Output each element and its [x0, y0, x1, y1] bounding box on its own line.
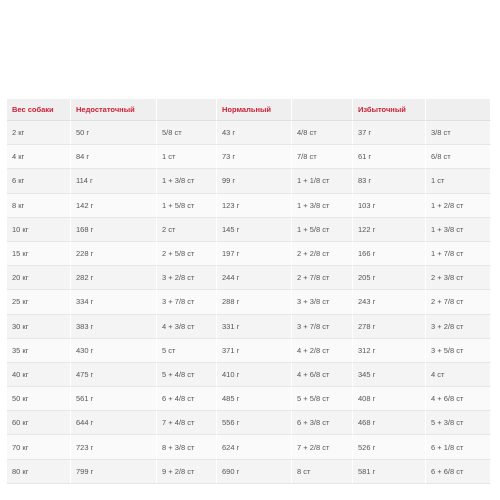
table-cell: 3 + 7/8 ст — [292, 315, 353, 339]
table-cell: 561 г — [71, 387, 157, 411]
table-cell: 2 + 3/8 ст — [426, 266, 491, 290]
table-cell: 1 ст — [426, 169, 491, 193]
column-header — [157, 99, 217, 121]
table-cell: 25 кг — [7, 290, 71, 314]
table-cell: 3 + 7/8 ст — [157, 290, 217, 314]
table-cell: 83 г — [353, 169, 426, 193]
table-cell: 9 + 2/8 ст — [157, 460, 217, 484]
table-cell: 166 г — [353, 242, 426, 266]
column-header: Недостаточный — [71, 99, 157, 121]
table-cell: 8 кг — [7, 194, 71, 218]
table-row — [7, 363, 491, 387]
table-row — [7, 460, 491, 484]
header-row — [7, 99, 491, 121]
table-cell: 122 г — [353, 218, 426, 242]
table-cell: 723 г — [71, 435, 157, 459]
table-cell: 2 кг — [7, 121, 71, 145]
table-cell: 799 г — [71, 460, 157, 484]
table-cell: 30 кг — [7, 315, 71, 339]
table-row — [7, 218, 491, 242]
table-cell: 142 г — [71, 194, 157, 218]
table-cell: 624 г — [217, 435, 292, 459]
table-cell: 1 + 5/8 ст — [292, 218, 353, 242]
table-header — [7, 99, 491, 121]
table-cell: 3/8 ст — [426, 121, 491, 145]
table-cell: 5/8 ст — [157, 121, 217, 145]
table-row — [7, 387, 491, 411]
table-cell: 243 г — [353, 290, 426, 314]
table-row — [7, 290, 491, 314]
table-cell: 7/8 ст — [292, 145, 353, 169]
table-cell: 4 + 3/8 ст — [157, 315, 217, 339]
table-cell: 1 + 3/8 ст — [426, 218, 491, 242]
table-cell: 371 г — [217, 339, 292, 363]
table-cell: 1 + 5/8 ст — [157, 194, 217, 218]
table-cell: 7 + 4/8 ст — [157, 411, 217, 435]
table-cell: 3 + 2/8 ст — [426, 315, 491, 339]
table-cell: 690 г — [217, 460, 292, 484]
table-cell: 1 + 1/8 ст — [292, 169, 353, 193]
table-cell: 430 г — [71, 339, 157, 363]
table-cell: 15 кг — [7, 242, 71, 266]
table-cell: 581 г — [353, 460, 426, 484]
column-header — [292, 99, 353, 121]
table-cell: 312 г — [353, 339, 426, 363]
table-cell: 6 кг — [7, 169, 71, 193]
table-cell: 244 г — [217, 266, 292, 290]
table-cell: 35 кг — [7, 339, 71, 363]
table-cell: 60 кг — [7, 411, 71, 435]
table-body — [7, 121, 491, 484]
table-row — [7, 411, 491, 435]
table-row — [7, 315, 491, 339]
table-cell: 4 ст — [426, 363, 491, 387]
table-cell: 2 + 2/8 ст — [292, 242, 353, 266]
table-cell: 2 + 5/8 ст — [157, 242, 217, 266]
table-cell: 6/8 ст — [426, 145, 491, 169]
table-row — [7, 169, 491, 193]
table-cell: 644 г — [71, 411, 157, 435]
table-row — [7, 435, 491, 459]
table-cell: 5 + 4/8 ст — [157, 363, 217, 387]
table-row — [7, 339, 491, 363]
table-cell: 6 + 3/8 ст — [292, 411, 353, 435]
table-cell: 228 г — [71, 242, 157, 266]
table-row — [7, 194, 491, 218]
table-cell: 8 ст — [292, 460, 353, 484]
table-cell: 526 г — [353, 435, 426, 459]
table-row — [7, 242, 491, 266]
table-cell: 3 + 2/8 ст — [157, 266, 217, 290]
table-cell: 4 + 2/8 ст — [292, 339, 353, 363]
table-cell: 84 г — [71, 145, 157, 169]
column-header: Вес собаки — [7, 99, 71, 121]
table-cell: 3 + 3/8 ст — [292, 290, 353, 314]
table-cell: 6 + 6/8 ст — [426, 460, 491, 484]
table-cell: 3 + 5/8 ст — [426, 339, 491, 363]
table-cell: 123 г — [217, 194, 292, 218]
table-cell: 20 кг — [7, 266, 71, 290]
table-cell: 114 г — [71, 169, 157, 193]
table-cell: 6 + 1/8 ст — [426, 435, 491, 459]
table-cell: 2 + 7/8 ст — [426, 290, 491, 314]
table-cell: 1 + 7/8 ст — [426, 242, 491, 266]
column-header: Избыточный — [353, 99, 426, 121]
table-cell: 205 г — [353, 266, 426, 290]
table-cell: 288 г — [217, 290, 292, 314]
table-cell: 2 + 7/8 ст — [292, 266, 353, 290]
table-cell: 4 + 6/8 ст — [292, 363, 353, 387]
table-cell: 410 г — [217, 363, 292, 387]
table-cell: 61 г — [353, 145, 426, 169]
table-cell: 70 кг — [7, 435, 71, 459]
table-cell: 278 г — [353, 315, 426, 339]
table-cell: 37 г — [353, 121, 426, 145]
table-cell: 73 г — [217, 145, 292, 169]
table-cell: 331 г — [217, 315, 292, 339]
table-cell: 50 кг — [7, 387, 71, 411]
table-cell: 103 г — [353, 194, 426, 218]
table-cell: 4 + 6/8 ст — [426, 387, 491, 411]
table-cell: 7 + 2/8 ст — [292, 435, 353, 459]
table-cell: 168 г — [71, 218, 157, 242]
column-header — [426, 99, 491, 121]
table-cell: 4/8 ст — [292, 121, 353, 145]
table-cell: 5 + 3/8 ст — [426, 411, 491, 435]
table-cell: 8 + 3/8 ст — [157, 435, 217, 459]
column-header: Нормальный — [217, 99, 292, 121]
table-cell: 1 ст — [157, 145, 217, 169]
table-row — [7, 121, 491, 145]
table-cell: 40 кг — [7, 363, 71, 387]
table-row — [7, 145, 491, 169]
table-cell: 197 г — [217, 242, 292, 266]
table-cell: 80 кг — [7, 460, 71, 484]
table-cell: 383 г — [71, 315, 157, 339]
table-cell: 99 г — [217, 169, 292, 193]
table-cell: 475 г — [71, 363, 157, 387]
table-cell: 556 г — [217, 411, 292, 435]
table-cell: 5 + 5/8 ст — [292, 387, 353, 411]
feeding-table — [7, 99, 491, 484]
table-cell: 43 г — [217, 121, 292, 145]
table-cell: 1 + 3/8 ст — [157, 169, 217, 193]
table-cell: 282 г — [71, 266, 157, 290]
table-cell: 2 ст — [157, 218, 217, 242]
table-cell: 485 г — [217, 387, 292, 411]
table-cell: 345 г — [353, 363, 426, 387]
table-cell: 408 г — [353, 387, 426, 411]
table-cell: 5 ст — [157, 339, 217, 363]
table-cell: 50 г — [71, 121, 157, 145]
table-cell: 6 + 4/8 ст — [157, 387, 217, 411]
table-cell: 10 кг — [7, 218, 71, 242]
table-cell: 1 + 3/8 ст — [292, 194, 353, 218]
feeding-table-container — [7, 99, 491, 484]
table-cell: 468 г — [353, 411, 426, 435]
table-row — [7, 266, 491, 290]
table-cell: 145 г — [217, 218, 292, 242]
table-cell: 334 г — [71, 290, 157, 314]
table-cell: 1 + 2/8 ст — [426, 194, 491, 218]
table-cell: 4 кг — [7, 145, 71, 169]
